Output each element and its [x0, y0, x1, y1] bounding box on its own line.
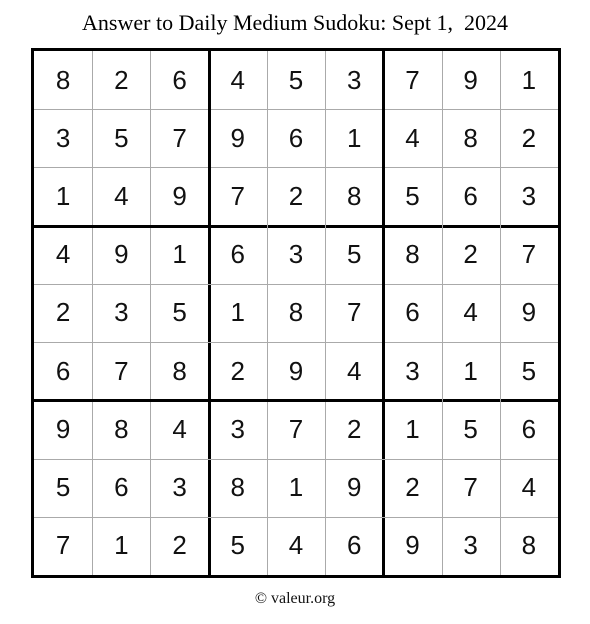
sudoku-cell: 5	[172, 297, 187, 328]
sudoku-cell: 2	[288, 181, 304, 212]
sudoku-cell: 8	[230, 472, 245, 503]
sudoku-cell: 5	[521, 355, 537, 386]
sudoku-cell: 2	[172, 530, 187, 561]
sudoku-cell: 2	[405, 472, 420, 503]
sudoku-cell: 4	[230, 64, 245, 95]
sudoku-cell: 9	[405, 530, 420, 561]
sudoku-cell: 3	[288, 239, 304, 270]
sudoku-cell: 5	[405, 181, 420, 212]
sudoku-cell: 8	[405, 239, 420, 270]
sudoku-cell: 7	[114, 355, 129, 386]
sudoku-cell: 4	[521, 472, 537, 503]
sudoku-cell: 9	[463, 64, 478, 95]
sudoku-cell: 1	[346, 122, 362, 153]
sudoku-cell: 6	[114, 472, 129, 503]
sudoku-cell: 7	[346, 297, 362, 328]
sudoku-cell: 9	[55, 413, 71, 444]
sudoku-cell: 4	[114, 181, 129, 212]
sudoku-cell: 4	[55, 239, 71, 270]
sudoku-cell: 5	[230, 530, 245, 561]
page-title: Answer to Daily Medium Sudoku: Sept 1, 2024	[82, 10, 508, 35]
sudoku-cell: 4	[288, 530, 304, 561]
sudoku-cell: 4	[405, 122, 420, 153]
sudoku-cell: 5	[55, 472, 71, 503]
sudoku-cell: 2	[521, 122, 537, 153]
sudoku-cell: 1	[230, 297, 245, 328]
sudoku-cell: 1	[463, 355, 478, 386]
sudoku-cell: 1	[114, 530, 129, 561]
sudoku-cell: 6	[230, 239, 245, 270]
sudoku-cell: 9	[230, 122, 245, 153]
sudoku-cell: 6	[288, 122, 304, 153]
sudoku-cell: 3	[55, 122, 71, 153]
sudoku-cell: 8	[346, 181, 362, 212]
sudoku-cell: 8	[521, 530, 537, 561]
sudoku-cell: 8	[463, 122, 478, 153]
sudoku-cell: 5	[114, 122, 129, 153]
sudoku-cell: 7	[55, 530, 71, 561]
sudoku-cell: 6	[346, 530, 362, 561]
sudoku-cell: 7	[463, 472, 478, 503]
sudoku-cell: 1	[172, 239, 187, 270]
sudoku-cell: 2	[230, 355, 245, 386]
sudoku-cell: 2	[346, 413, 362, 444]
sudoku-cell: 1	[521, 64, 537, 95]
sudoku-cell: 9	[114, 239, 129, 270]
sudoku-cell: 6	[463, 181, 478, 212]
sudoku-cell: 6	[405, 297, 420, 328]
sudoku-cell: 9	[288, 355, 304, 386]
sudoku-cell: 1	[288, 472, 304, 503]
sudoku-cell: 7	[288, 413, 304, 444]
copyright-footer: © valeur.org	[254, 590, 336, 607]
sudoku-cell: 7	[172, 122, 187, 153]
sudoku-board	[31, 48, 561, 578]
sudoku-cell: 2	[55, 297, 71, 328]
sudoku-cell: 1	[55, 181, 71, 212]
sudoku-cell: 7	[230, 181, 245, 212]
sudoku-cell: 9	[172, 181, 187, 212]
sudoku-cell: 7	[521, 239, 537, 270]
sudoku-cell: 7	[405, 64, 420, 95]
sudoku-cell: 3	[521, 181, 537, 212]
sudoku-cell: 5	[463, 413, 478, 444]
sudoku-cell: 3	[230, 413, 245, 444]
sudoku-cell: 9	[346, 472, 362, 503]
sudoku-cell: 8	[288, 297, 304, 328]
sudoku-cell: 3	[405, 355, 420, 386]
sudoku-cell: 3	[114, 297, 129, 328]
sudoku-cell: 4	[172, 413, 187, 444]
sudoku-cell: 2	[114, 64, 129, 95]
sudoku-cell: 9	[521, 297, 537, 328]
sudoku-cell: 3	[346, 64, 362, 95]
sudoku-cell: 4	[463, 297, 478, 328]
sudoku-cell: 5	[288, 64, 304, 95]
sudoku-cell: 4	[346, 355, 362, 386]
sudoku-cell: 8	[55, 64, 71, 95]
sudoku-cell: 2	[463, 239, 478, 270]
sudoku-cell: 3	[463, 530, 478, 561]
sudoku-cell: 1	[405, 413, 420, 444]
sudoku-cell: 6	[55, 355, 71, 386]
sudoku-cell: 8	[114, 413, 129, 444]
sudoku-cell: 3	[172, 472, 187, 503]
sudoku-cell: 6	[521, 413, 537, 444]
sudoku-cell: 8	[172, 355, 187, 386]
sudoku-cell: 6	[172, 64, 187, 95]
sudoku-cell: 5	[346, 239, 362, 270]
